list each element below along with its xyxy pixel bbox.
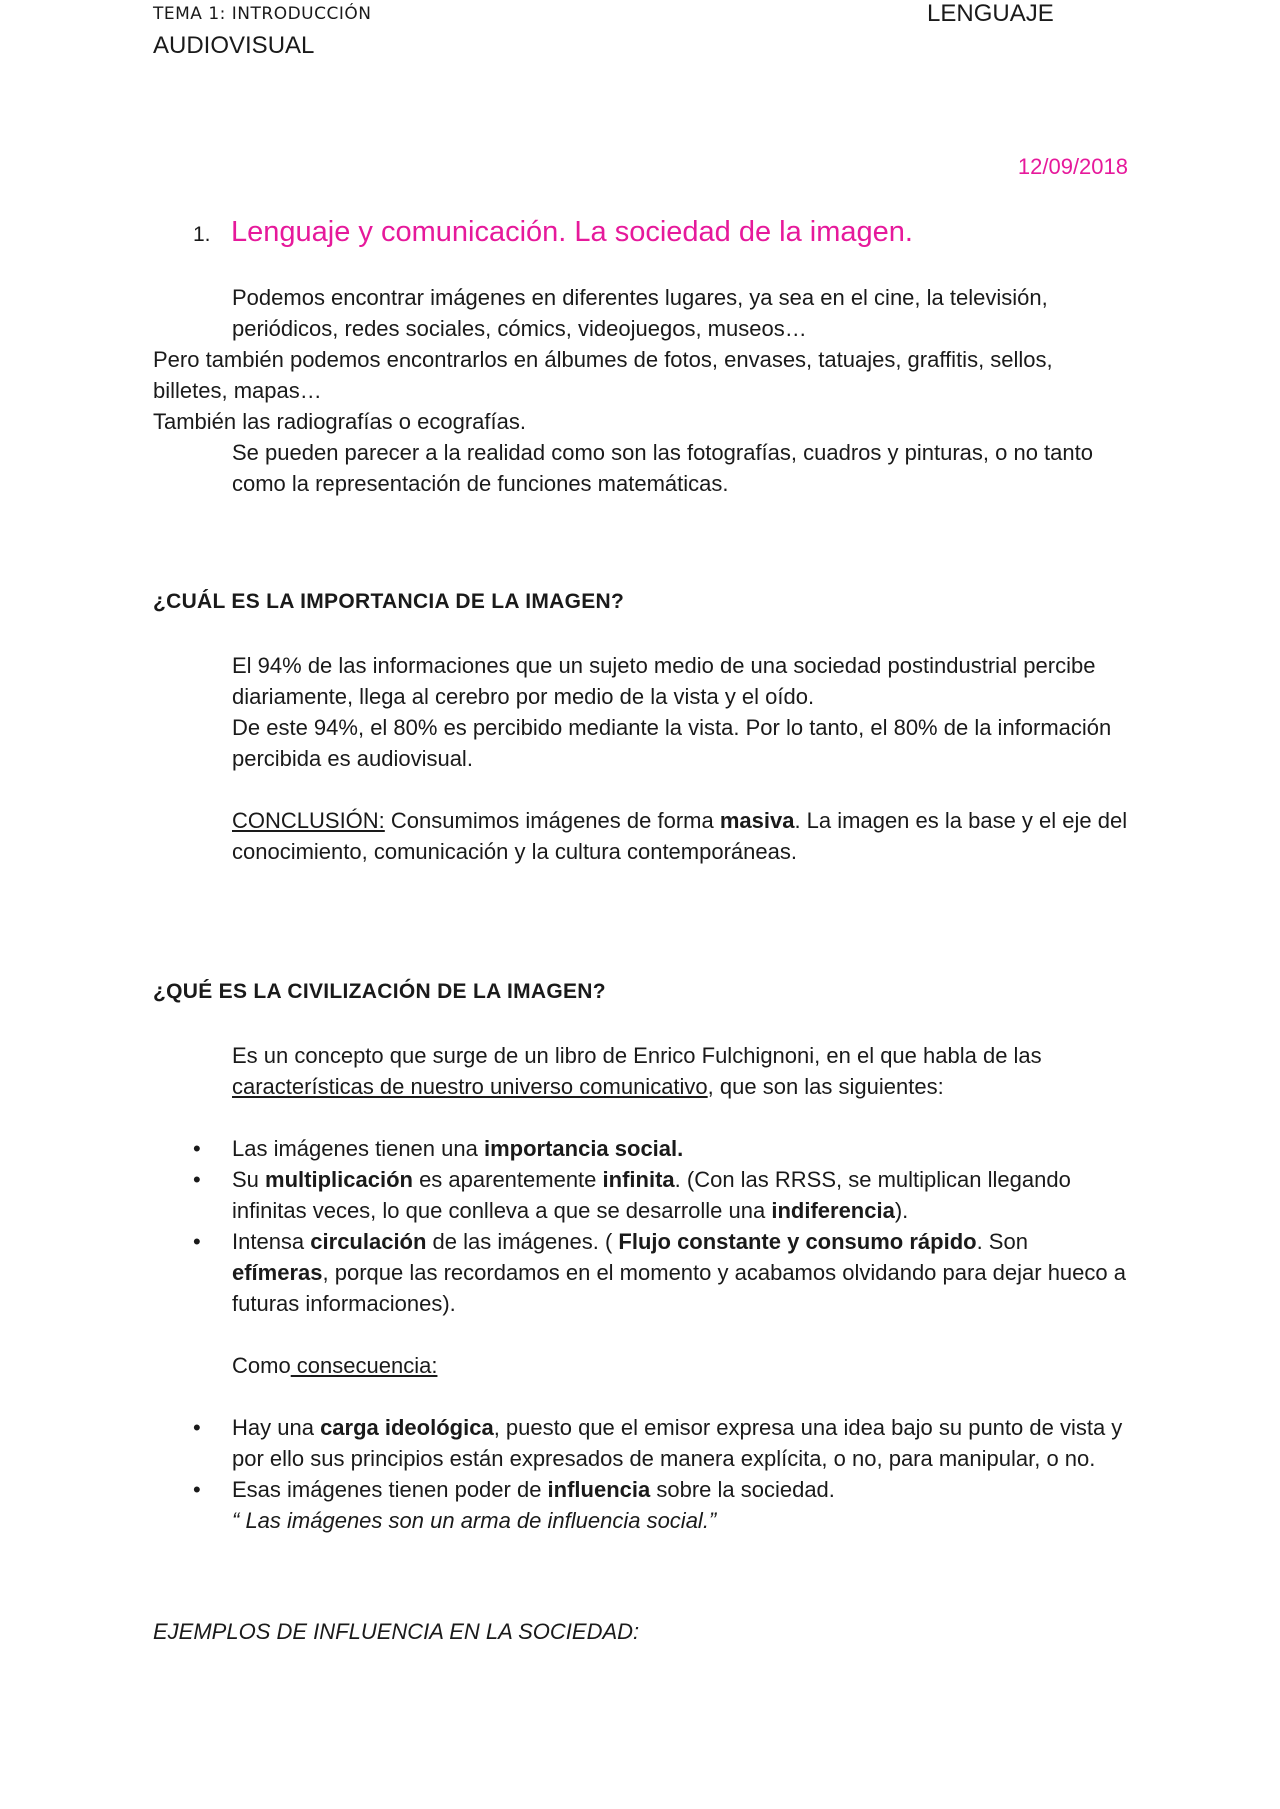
consequence-label: [153, 1350, 1128, 1381]
consequence-text: Como: [232, 1353, 291, 1378]
b2-bold2: infinita: [602, 1167, 675, 1192]
b3-text-a: Intensa: [232, 1229, 311, 1254]
intro-p1-text: Podemos encontrar imágenes en diferentes lugares, ya sea en el cine, la televisión, periódicos, redes sociales, cómics, videojuegos, museos…: [232, 285, 1048, 341]
b2-bold3: indiferencia: [771, 1198, 895, 1223]
consequences-list: [153, 1412, 1128, 1505]
intro-p1: [153, 282, 1128, 344]
conclusion-bold: masiva: [719, 808, 795, 833]
quote: “ Las imágenes son un arma de influencia social.”: [232, 1508, 717, 1533]
document-date: 12/09/2018: [1017, 154, 1128, 179]
b1-text: Las imágenes tienen una: [232, 1136, 484, 1161]
importance-p1: El 94% de las informaciones que un sujeto medio de una sociedad postindustrial percibe diariamente, llega al cerebro por medio de la vista y el oído.: [232, 653, 1096, 709]
list-item: [153, 1164, 1128, 1226]
c2-text-b: sobre la sociedad.: [650, 1477, 835, 1502]
conclusion-paragraph: [153, 805, 1128, 867]
characteristics-list: [153, 1133, 1128, 1319]
civilization-intro: [153, 1040, 1128, 1102]
b3-bold3: efímeras: [232, 1260, 323, 1285]
intro-paragraphs: [153, 282, 1128, 499]
b3-bold2: Flujo constante y consumo rápido: [618, 1229, 977, 1254]
importance-p2: De este 94%, el 80% es percibido mediante la vista. Por lo tanto, el 80% de la información percibida es audiovisual.: [232, 715, 1112, 771]
b3-text-c: . Son: [976, 1229, 1028, 1254]
civilization-body: [153, 1040, 1128, 1536]
b2-text-d: ).: [894, 1198, 909, 1223]
intro-p4: Se pueden parecer a la realidad como son las fotografías, cuadros y pinturas, o no tanto como la representación de funciones matemáticas.: [232, 440, 1093, 496]
header-topic: TEMA 1: INTRODUCCIÓN: [153, 4, 372, 24]
c1-text-b: , puesto que el emisor expresa una idea bajo su punto de vista y por ello sus principios están expresados de manera explícita, o no, para manipular, o no.: [232, 1415, 1123, 1471]
intro-p3: También las radiografías o ecografías.: [153, 409, 526, 434]
intro-p2: Pero también podemos encontrarlos en álbumes de fotos, envases, tatuajes, graffitis, sellos, billetes, mapas…: [153, 347, 1053, 403]
b3-bold1: circulación: [310, 1229, 427, 1254]
section-title: [193, 216, 913, 249]
section-title-text: Lenguaje y comunicación. La sociedad de la imagen.: [231, 216, 913, 248]
b2-text-c: . (Con las RRSS, se multiplican llegando infinitas veces, lo que conlleva a que se desarrolle una: [232, 1167, 1071, 1223]
b3-text-b: de las imágenes. (: [426, 1229, 619, 1254]
list-item: [153, 1412, 1128, 1474]
c1-bold: carga ideológica: [320, 1415, 494, 1440]
c1-text-a: Hay una: [232, 1415, 321, 1440]
list-item: [153, 1226, 1128, 1319]
c2-text-a: Esas imágenes tienen poder de: [232, 1477, 548, 1502]
b2-text-b: es aparentemente: [412, 1167, 603, 1192]
b2-text-a: Su: [232, 1167, 266, 1192]
header-subject-continued: AUDIOVISUAL: [153, 32, 315, 59]
conclusion-text-b: . La imagen es la base y el eje del conocimiento, comunicación y la cultura contemporáneas.: [232, 808, 1128, 864]
civilization-intro-b: , que son las siguientes:: [707, 1074, 944, 1099]
conclusion-label: CONCLUSIÓN:: [232, 808, 385, 833]
importance-paragraphs: [153, 650, 1128, 867]
b1-bold: importancia social.: [483, 1136, 684, 1161]
consequence-underline: consecuencia:: [290, 1353, 438, 1378]
list-item: [153, 1133, 1128, 1164]
examples-heading: EJEMPLOS DE INFLUENCIA EN LA SOCIEDAD:: [153, 1619, 640, 1644]
conclusion-text-a: Consumimos imágenes de forma: [384, 808, 720, 833]
list-item: [153, 1474, 1128, 1505]
civilization-intro-underline: características de nuestro universo comunicativo: [232, 1074, 708, 1099]
section-number: 1.: [193, 223, 211, 246]
civilization-heading: ¿QUÉ ES LA CIVILIZACIÓN DE LA IMAGEN?: [153, 980, 606, 1003]
civilization-intro-a: Es un concepto que surge de un libro de Enrico Fulchignoni, en el que habla de las: [232, 1043, 1042, 1068]
header-subject: LENGUAJE: [927, 0, 1054, 27]
b2-bold1: multiplicación: [265, 1167, 413, 1192]
b3-text-d: , porque las recordamos en el momento y acabamos olvidando para dejar hueco a futuras informaciones).: [232, 1260, 1126, 1316]
c2-bold: influencia: [547, 1477, 651, 1502]
importance-heading: ¿CUÁL ES LA IMPORTANCIA DE LA IMAGEN?: [153, 590, 625, 613]
